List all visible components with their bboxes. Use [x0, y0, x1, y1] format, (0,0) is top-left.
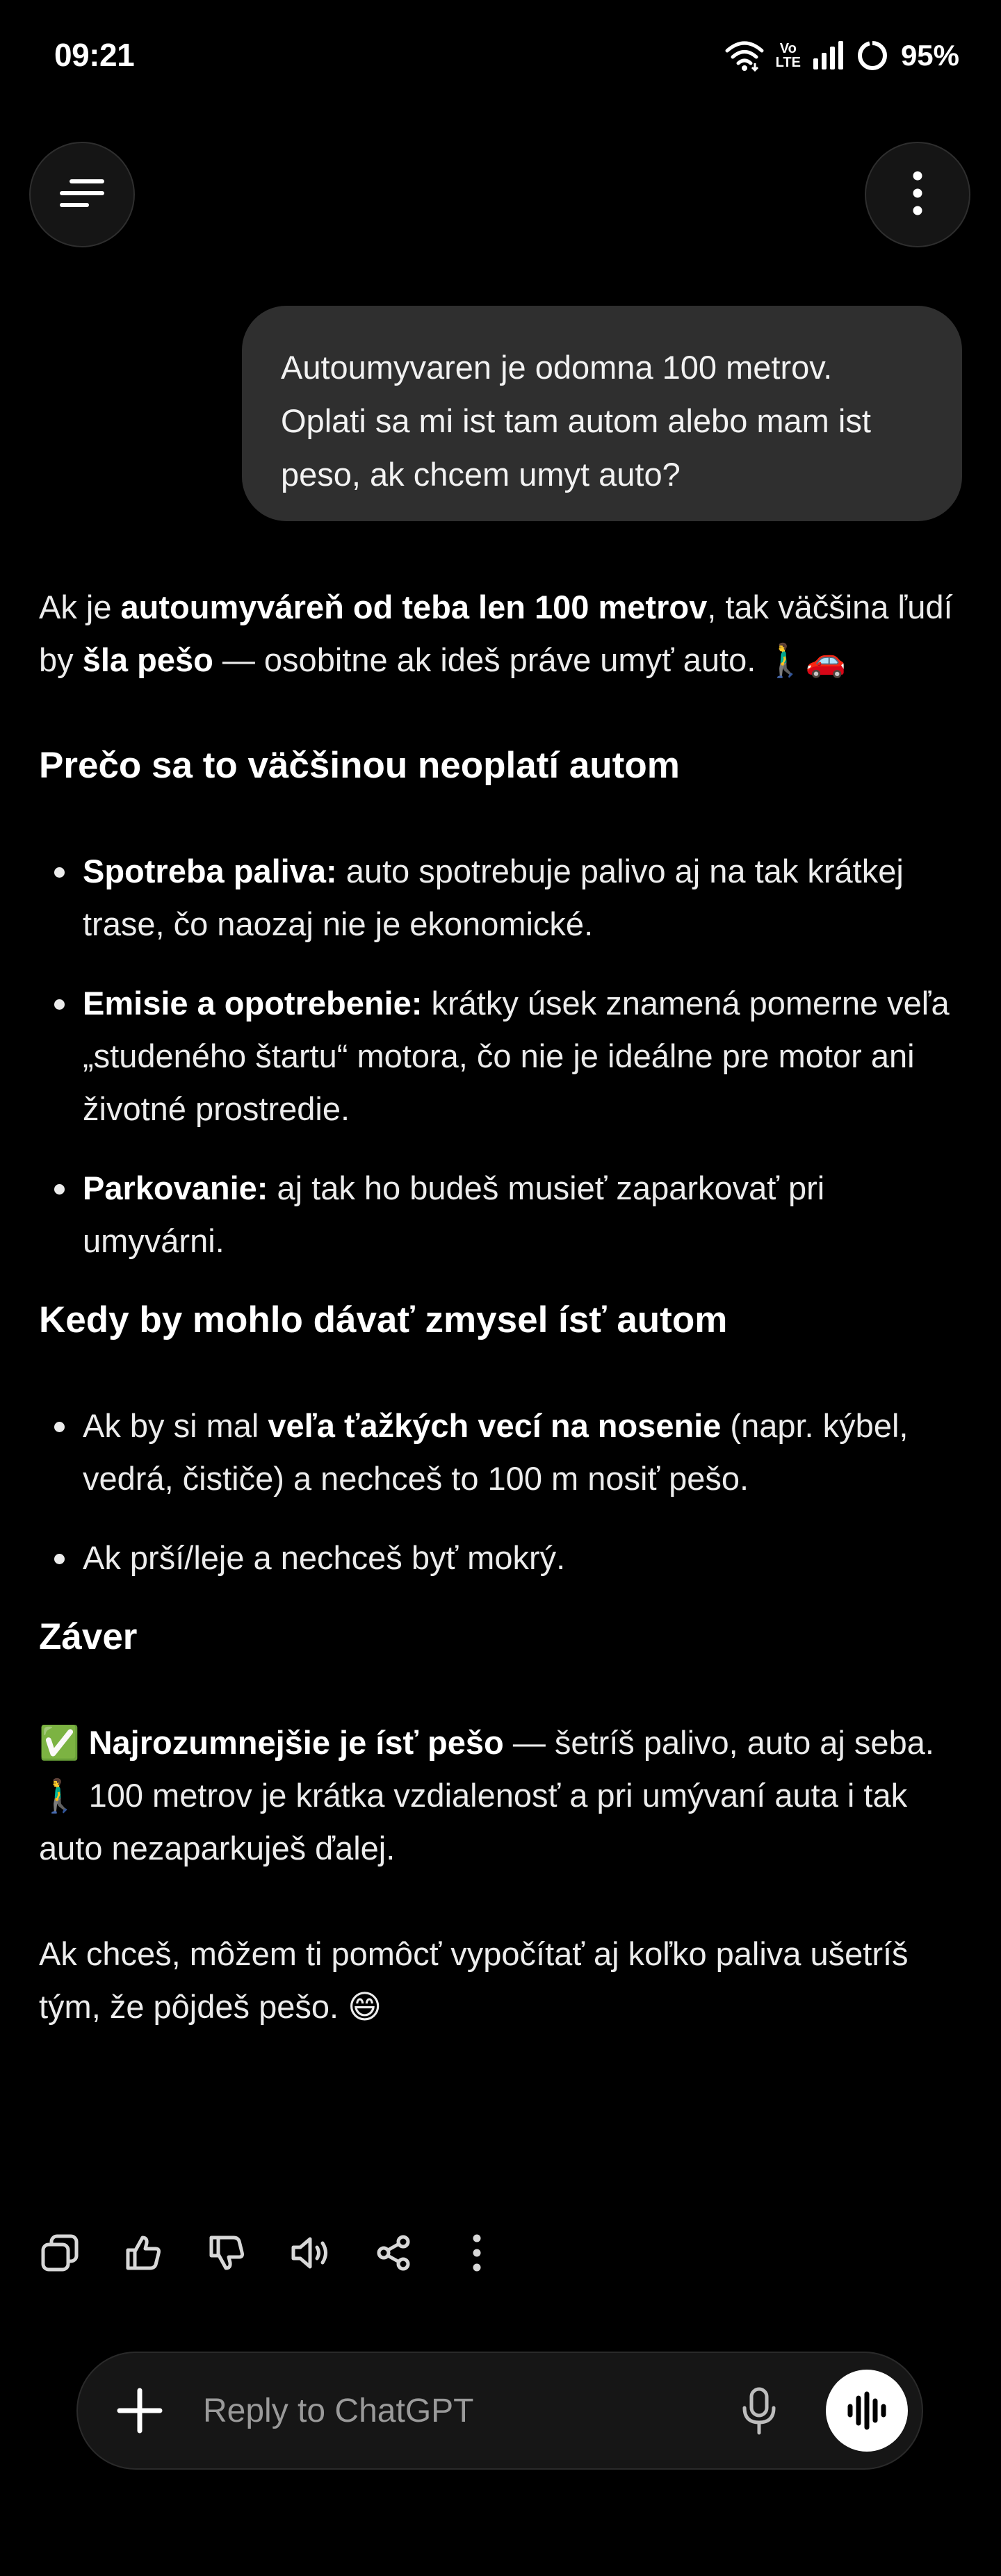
wifi-icon: [724, 40, 765, 72]
cases-list: [39, 1400, 966, 1584]
dictation-button[interactable]: [733, 2385, 786, 2438]
menu-lines-icon: [59, 177, 105, 213]
message-actions: [39, 2228, 498, 2278]
plus-icon: [117, 2388, 163, 2434]
thumbs-down-icon: [207, 2233, 246, 2272]
check-emoji-icon: ✅: [39, 1724, 80, 1761]
volte-icon: Vo LTE: [775, 41, 801, 70]
share-icon: [374, 2233, 413, 2272]
answer-offer: Ak chceš, môžem ti pomôcť vypočítať aj koľko paliva ušetríš tým, že pôjdeš pešo. 😄: [39, 1935, 909, 2025]
list-item: Emisie a opotrebenie: krátky úsek znamená pomerne veľa „studeného štartu“ motora, čo nie je ideálne pre motor ani životné prostredie.: [39, 977, 966, 1135]
reply-input[interactable]: [203, 2386, 703, 2435]
more-options-button[interactable]: [865, 142, 970, 247]
thumbs-up-button[interactable]: [122, 2232, 164, 2274]
more-actions-button[interactable]: [456, 2232, 498, 2274]
answer-intro: Ak je autoumyváreň od teba len 100 metrov, tak väčšina ľudí by šla pešo — osobitne ak ideš práve umyť auto. 🚶‍♂️🚗: [39, 589, 953, 678]
status-bar: [0, 0, 1001, 111]
list-item: Spotreba paliva: auto spotrebuje palivo aj na tak krátkej trase, čo naozaj nie je ekonomické.: [39, 845, 966, 951]
status-time: 09:21: [54, 37, 135, 73]
copy-button[interactable]: [39, 2232, 81, 2274]
more-vertical-icon: [472, 2233, 482, 2272]
microphone-icon: [741, 2387, 777, 2436]
section-heading-when-car: Kedy by mohlo dávať zmysel ísť autom: [39, 1299, 728, 1340]
conclusion-paragraph: ✅ Najrozumnejšie je ísť pešo — šetríš palivo, auto aj seba. 🚶‍♂️ 100 metrov je krátka vzdialenosť a pri umývaní auta i tak auto nezaparkuješ ďalej.: [39, 1724, 934, 1867]
voice-mode-button[interactable]: [826, 2370, 908, 2452]
copy-icon: [40, 2233, 79, 2272]
share-button[interactable]: [373, 2232, 414, 2274]
status-icons: [724, 36, 959, 75]
signal-icon: [812, 40, 845, 71]
menu-button[interactable]: [29, 142, 135, 247]
battery-percent: 95%: [900, 39, 959, 72]
add-attachment-button[interactable]: [117, 2388, 163, 2434]
read-aloud-button[interactable]: [289, 2232, 331, 2274]
more-vertical-icon: [911, 170, 925, 220]
reasons-list: [39, 845, 966, 1268]
thumbs-up-icon: [124, 2233, 163, 2272]
section-heading-why-not-car: Prečo sa to väčšinou neoplatí autom: [39, 745, 680, 786]
thumbs-down-button[interactable]: [206, 2232, 247, 2274]
list-item: Ak by si mal veľa ťažkých vecí na nosenie (napr. kýbel, vedrá, čističe) a nechceš to 100 m nosiť pešo.: [39, 1400, 966, 1505]
section-heading-conclusion: Záver: [39, 1616, 138, 1657]
list-item: Parkovanie: aj tak ho budeš musieť zaparkovať pri umyvárni.: [39, 1162, 966, 1268]
composer: [76, 2352, 923, 2470]
assistant-message: [39, 581, 966, 2033]
user-message-bubble: Autoumyvaren je odomna 100 metrov. Oplati sa mi ist tam autom alebo mam ist peso, ak chcem umyt auto?: [242, 306, 962, 521]
battery-ring-icon: [856, 40, 888, 72]
voice-waveform-icon: [845, 2391, 889, 2430]
list-item: Ak prší/leje a nechceš byť mokrý.: [39, 1532, 966, 1584]
speaker-icon: [289, 2233, 331, 2272]
